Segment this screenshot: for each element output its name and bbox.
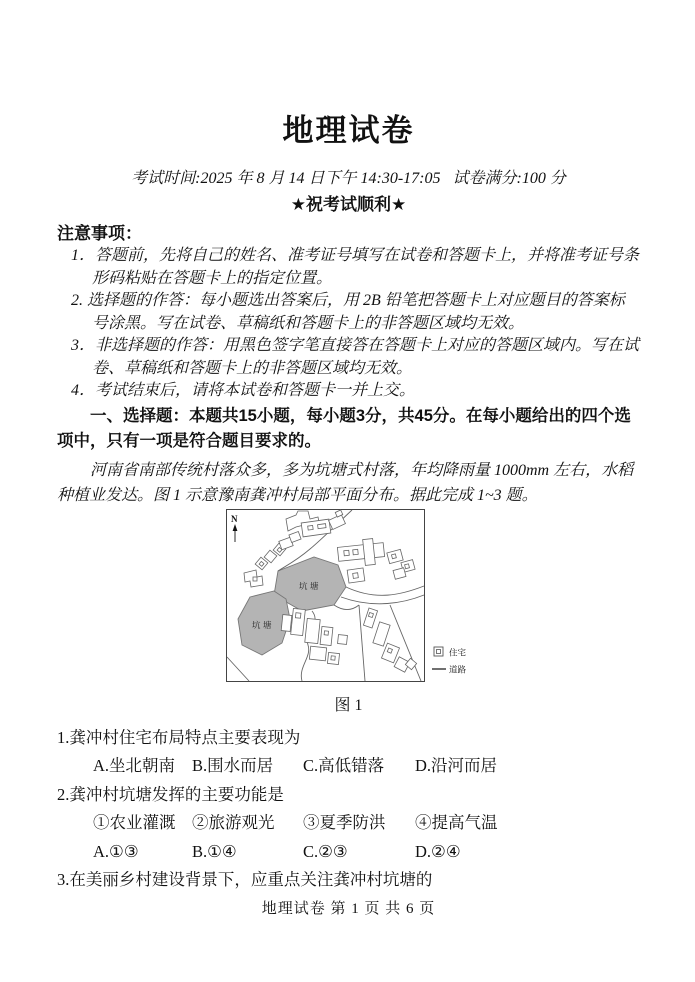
- legend-house-label: 住宅: [449, 647, 467, 657]
- suboption-2: ②旅游观光: [192, 813, 275, 832]
- house-court: [295, 612, 300, 617]
- house: [320, 626, 333, 645]
- option-c: C.②③: [303, 841, 348, 861]
- house: [309, 646, 326, 661]
- house-court: [324, 630, 328, 634]
- exam-time-info: 考试时间:2025 年 8 月 14 日下午 14:30-17:05 试卷满分:100 分: [131, 170, 566, 187]
- map-legend: [432, 647, 467, 675]
- pond-label-2: 坑塘: [251, 619, 275, 630]
- option-a: A.坐北朝南: [93, 756, 176, 775]
- house-court: [318, 523, 326, 528]
- house-court: [353, 549, 358, 554]
- house-court: [405, 563, 410, 568]
- house-court: [331, 655, 335, 659]
- figure-caption: 图 1: [334, 696, 363, 714]
- notices-list: [57, 245, 640, 403]
- question-2-stem: 2.龚冲村坑塘发挥的主要功能是: [57, 784, 284, 804]
- notice-item-4: 4．考试结束后，请将本试卷和答题卡一并上交。: [71, 382, 416, 399]
- suboption-4: ④提高气温: [415, 813, 498, 832]
- page-footer: 地理试卷 第 1 页 共 6 页: [261, 900, 436, 917]
- option-c: C.高低错落: [303, 756, 385, 775]
- north-label: N: [231, 513, 238, 524]
- option-b: B.围水而居: [192, 756, 274, 775]
- house: [363, 538, 376, 565]
- notice-item-1: 1．答题前，先将自己的姓名、准考证号填写在试卷和答题卡上，并将准考证号条形码粘贴在答题卡上的指定位置。: [71, 247, 640, 287]
- notice-item-3: 3．非选择题的作答：用黑色签字笔直接答在答题卡上对应的答题区域内。写在试卷、草稿纸和答题卡上的非答题区域均无效。: [71, 337, 640, 377]
- house-court: [344, 550, 349, 555]
- house: [291, 608, 306, 635]
- notice-item-2: 2. 选择题的作答：每小题选出答案后，用 2B 铅笔把答题卡上对应题目的答案标号涂黑。写在试卷、草稿纸和答题卡上的非答题区域均无效。: [71, 292, 625, 332]
- notices-heading: 注意事项：: [57, 224, 142, 243]
- house-court: [308, 525, 314, 530]
- option-b: B.①④: [192, 841, 237, 861]
- house-court: [368, 612, 373, 617]
- option-d: D.沿河而居: [415, 756, 498, 775]
- section-intro-paragraph: 河南省南部传统村落众多，多为坑塘式村落，年均降雨量 1000mm 左右，水稻种植业发达。图 1 示意豫南龚冲村局部平面分布。据此完成 1~3 题。: [57, 461, 634, 504]
- questions-block: [57, 724, 640, 895]
- exam-wish-line: ★祝考试顺利★: [290, 195, 407, 214]
- option-d: D.②④: [415, 841, 461, 861]
- house: [338, 634, 348, 644]
- section-heading: 一、选择题：本题共15小题，每小题3分，共45分。在每小题给出的四个选项中，只有一项是符合题目要求的。: [57, 406, 631, 450]
- house-court: [391, 553, 396, 558]
- village-map: [226, 509, 480, 683]
- question-1-stem: 1.龚冲村住宅布局特点主要表现为: [57, 727, 301, 747]
- house: [281, 614, 292, 631]
- house-square-inner-icon: [437, 649, 441, 653]
- suboption-1: ①农业灌溉: [93, 813, 176, 832]
- house-court: [253, 577, 257, 581]
- legend-road-label: 道路: [449, 664, 467, 674]
- house-court: [387, 647, 392, 652]
- question-3-stem: 3.在美丽乡村建设背景下，应重点关注龚冲村坑塘的: [57, 870, 433, 889]
- house: [305, 618, 320, 643]
- question-2-suboptions: [57, 809, 640, 838]
- house-court: [353, 572, 359, 578]
- pond-label-1: 坑塘: [298, 580, 322, 591]
- page-title: 地理试卷: [282, 113, 415, 148]
- suboption-3: ③夏季防洪: [303, 813, 386, 832]
- question-2-options: [57, 838, 640, 867]
- question-1-options: [57, 752, 640, 781]
- option-a: A.①③: [93, 841, 139, 861]
- figure-village-map: [226, 509, 480, 688]
